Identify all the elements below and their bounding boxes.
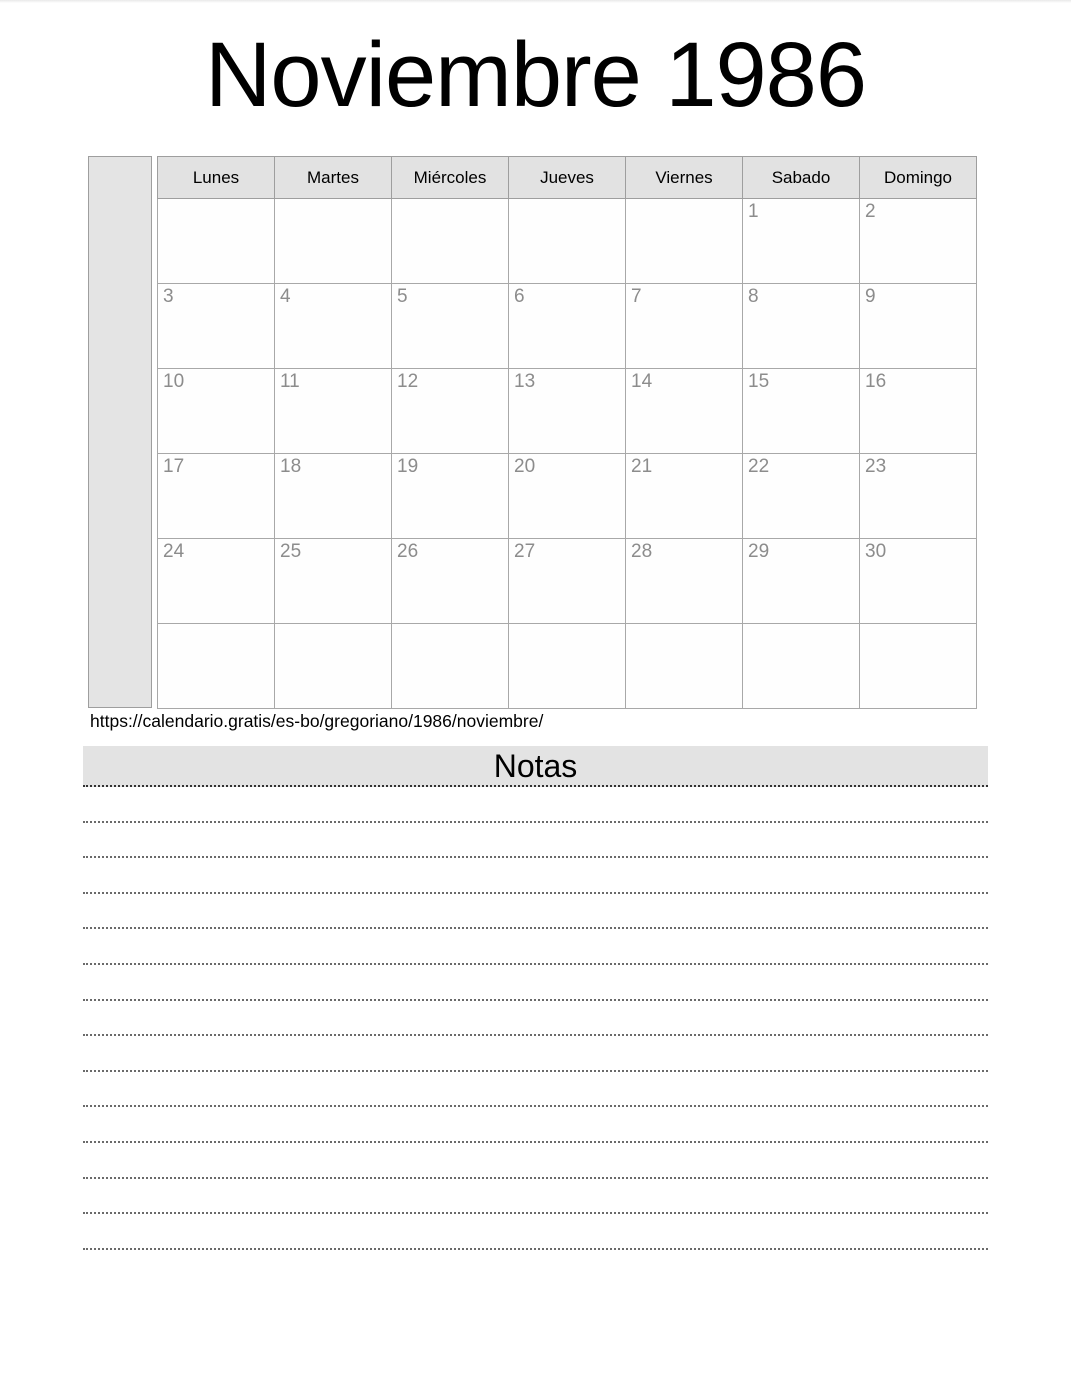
- day-cell-18: 18: [275, 454, 392, 539]
- day-cell: [158, 624, 275, 709]
- weekday-header-sabado: Sabado: [743, 157, 860, 199]
- calendar-week-row-5: [158, 539, 977, 624]
- notes-header-bar: [83, 746, 988, 787]
- weekday-header-martes: Martes: [275, 157, 392, 199]
- notes-line: [83, 965, 988, 1001]
- notes-line: [83, 1179, 988, 1215]
- day-cell-9: 9: [860, 284, 977, 369]
- weekday-header-lunes: Lunes: [158, 157, 275, 199]
- day-cell: [392, 199, 509, 284]
- notes-line: [83, 823, 988, 859]
- day-cell-29: 29: [743, 539, 860, 624]
- day-cell-7: 7: [626, 284, 743, 369]
- weekday-header-row: [158, 157, 977, 199]
- calendar-week-row-6: [158, 624, 977, 709]
- day-cell-20: 20: [509, 454, 626, 539]
- weekday-header-miercoles: Miércoles: [392, 157, 509, 199]
- calendar-left-strip: [88, 156, 152, 708]
- day-cell-10: 10: [158, 369, 275, 454]
- day-cell-2: 2: [860, 199, 977, 284]
- day-cell-24: 24: [158, 539, 275, 624]
- day-cell: [509, 199, 626, 284]
- weekday-header-domingo: Domingo: [860, 157, 977, 199]
- day-cell-16: 16: [860, 369, 977, 454]
- notes-line: [83, 787, 988, 823]
- day-cell-11: 11: [275, 369, 392, 454]
- notes-title: Notas: [493, 748, 578, 784]
- day-cell: [743, 624, 860, 709]
- day-cell-30: 30: [860, 539, 977, 624]
- weekday-header-viernes: Viernes: [626, 157, 743, 199]
- notes-line: [83, 858, 988, 894]
- calendar-week-row-3: [158, 369, 977, 454]
- day-cell-6: 6: [509, 284, 626, 369]
- day-cell: [509, 624, 626, 709]
- day-cell: [392, 624, 509, 709]
- day-cell-27: 27: [509, 539, 626, 624]
- page-title: Noviembre 1986: [204, 24, 867, 126]
- calendar-table: [157, 156, 977, 709]
- day-cell: [158, 199, 275, 284]
- page-top-shadow: [0, 0, 1071, 3]
- day-cell: [626, 199, 743, 284]
- day-cell-23: 23: [860, 454, 977, 539]
- notes-line: [83, 1214, 988, 1250]
- weekday-header-jueves: Jueves: [509, 157, 626, 199]
- day-cell-26: 26: [392, 539, 509, 624]
- day-cell-1: 1: [743, 199, 860, 284]
- source-url: https://calendario.gratis/es-bo/gregoriano/1986/noviembre/: [90, 711, 544, 731]
- day-cell: [626, 624, 743, 709]
- day-cell-22: 22: [743, 454, 860, 539]
- day-cell-8: 8: [743, 284, 860, 369]
- day-cell-5: 5: [392, 284, 509, 369]
- day-cell-19: 19: [392, 454, 509, 539]
- day-cell-3: 3: [158, 284, 275, 369]
- day-cell-14: 14: [626, 369, 743, 454]
- day-cell-17: 17: [158, 454, 275, 539]
- notes-line: [83, 1107, 988, 1143]
- calendar-week-row-1: [158, 199, 977, 284]
- day-cell-4: 4: [275, 284, 392, 369]
- notes-line: [83, 929, 988, 965]
- day-cell-25: 25: [275, 539, 392, 624]
- day-cell: [275, 199, 392, 284]
- day-cell-21: 21: [626, 454, 743, 539]
- day-cell: [275, 624, 392, 709]
- day-cell-15: 15: [743, 369, 860, 454]
- calendar-week-row-4: [158, 454, 977, 539]
- notes-lines: [83, 787, 988, 1250]
- day-cell-28: 28: [626, 539, 743, 624]
- day-cell-13: 13: [509, 369, 626, 454]
- notes-line: [83, 1143, 988, 1179]
- day-cell-12: 12: [392, 369, 509, 454]
- notes-line: [83, 1001, 988, 1037]
- calendar-week-row-2: [158, 284, 977, 369]
- day-cell: [860, 624, 977, 709]
- notes-line: [83, 1036, 988, 1072]
- notes-line: [83, 894, 988, 930]
- notes-line: [83, 1072, 988, 1108]
